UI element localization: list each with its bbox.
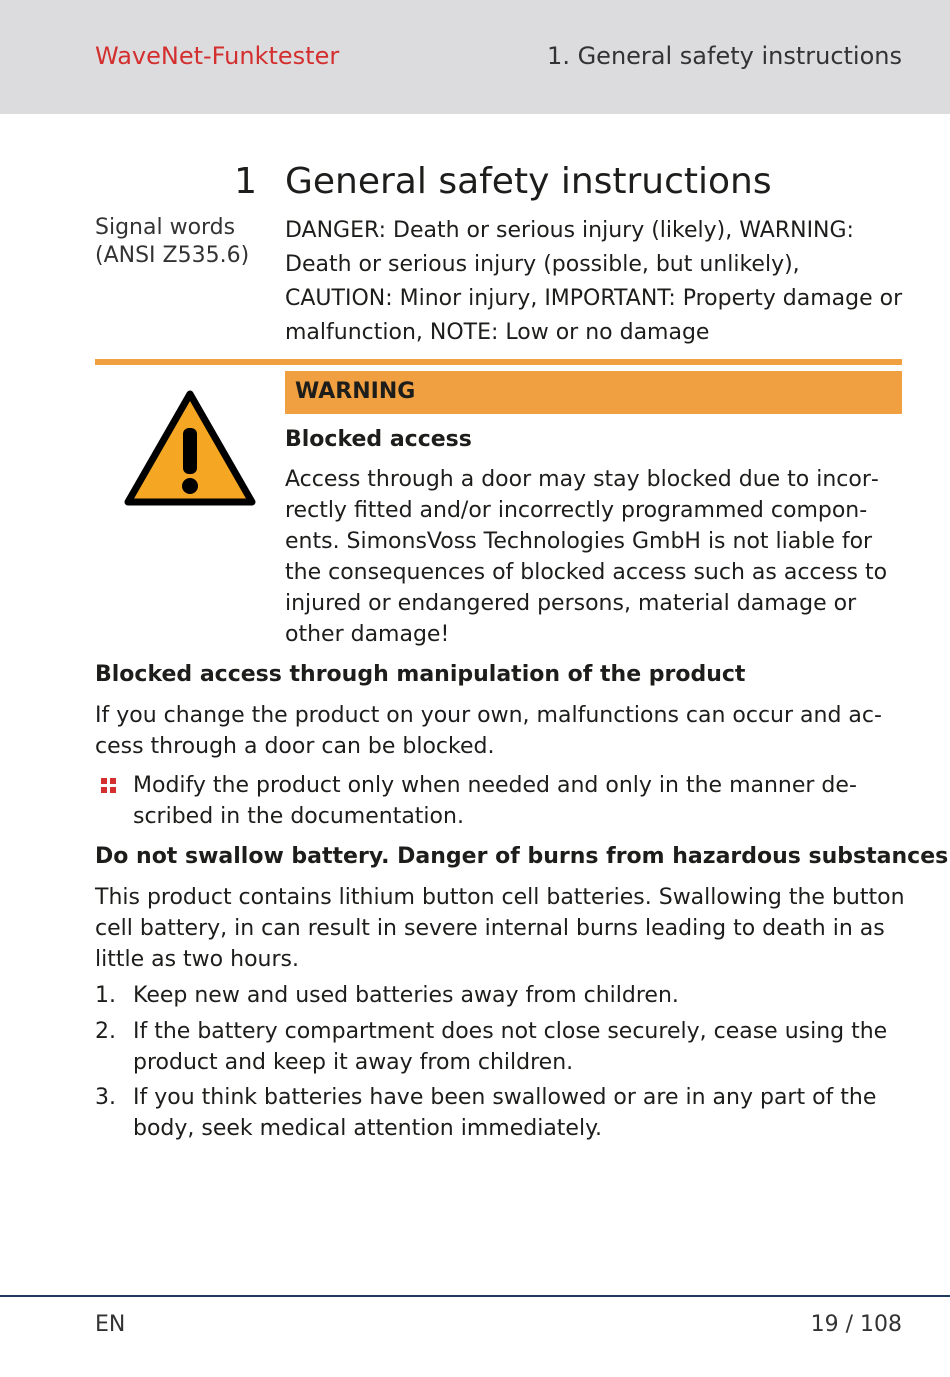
step-number: 2. [95,1019,116,1044]
product-name: WaveNet-Funktester [95,42,340,70]
manipulation-heading: Blocked access through manipulation of the product [95,662,746,687]
battery-heading: Do not swallow battery. Danger of burns from hazardous substances [95,844,949,869]
step-number: 1. [95,983,116,1008]
step-text: Keep new and used batteries away from children. [133,983,679,1008]
step-number: 3. [95,1085,116,1110]
page-number: 19 / 108 [810,1312,902,1337]
signal-words-label: Signal words (ANSI Z535.6) [95,215,250,268]
manipulation-text: If you change the product on your own, malfunctions can occur and access through a door can be blocked. [95,703,882,759]
page-header [0,0,950,114]
section-title: 1. General safety instructions [547,42,902,70]
footer-language: EN [95,1312,126,1337]
step-text: If the battery compartment does not close securely, cease using the product and keep it away from children. [133,1019,888,1075]
step-text: If you think batteries have been swallowed or are in any part of the body, seek medical attention immediately. [133,1085,877,1141]
bullet-item: Modify the product only when needed and only in the manner described in the documentation. [133,773,857,829]
battery-text: This product contains lithium button cell batteries. Swallowing the button cell battery, in can result in severe internal burns leading to death in as little as two hours. [95,885,905,972]
red-square-bullet-icon [101,778,117,794]
warning-divider [95,359,902,365]
footer-divider [0,1295,950,1297]
signal-words-text: DANGER: Death or serious injury (likely), WARNING: Death or serious injury (possible, but unlikely), CAUTION: Minor injury, IMPORTANT: Property damage or malfunction, NOTE: Low or no damage [285,218,903,345]
warning-heading: Blocked access [285,427,472,452]
warning-label-bar [285,371,902,414]
warning-text: Access through a door may stay blocked due to incorrectly fitted and/or incorrectly programmed components. SimonsVoss Technologies GmbH is not liable for the consequences of blocked access such as access to injured or endangered persons, material damage or other damage! [285,467,888,647]
chapter-title: General safety instructions [285,161,772,202]
warning-triangle-icon [122,388,258,510]
warning-label: WARNING [295,379,416,404]
chapter-number: 1 [234,161,257,202]
